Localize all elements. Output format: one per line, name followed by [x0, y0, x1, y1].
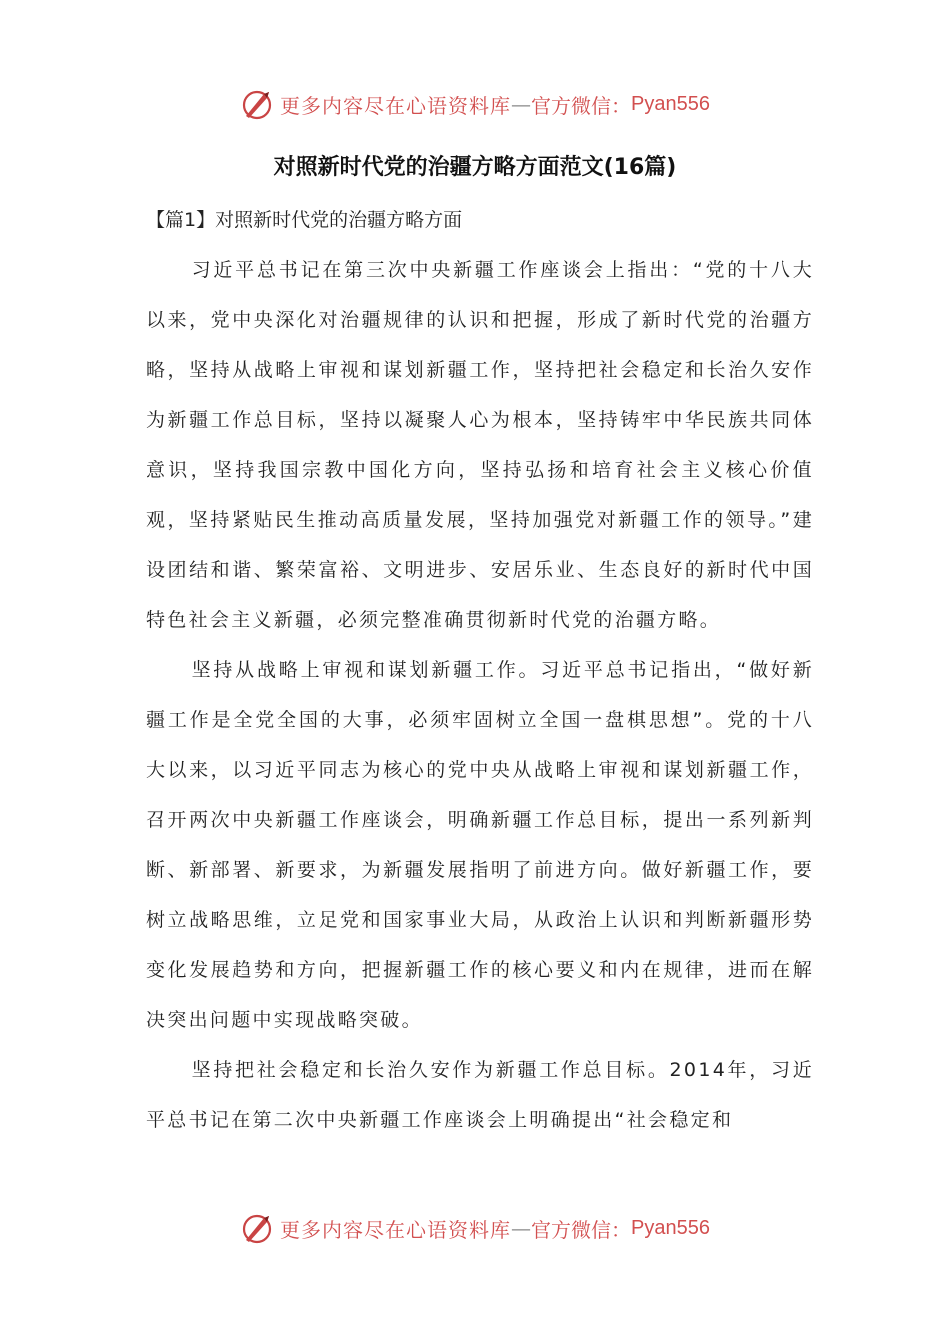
document-title: 对照新时代党的治疆方略方面范文(16篇)	[273, 155, 677, 180]
banner-wechat-id: Pyan556	[631, 92, 710, 115]
banner-wechat-id: Pyan556	[631, 1216, 710, 1239]
banner-separator: —	[511, 92, 532, 116]
pen-logo-icon	[240, 86, 276, 122]
pen-logo-icon	[240, 1210, 276, 1246]
section-heading: 【篇1】对照新时代党的治疆方略方面	[146, 209, 463, 231]
banner-wechat-label: 官方微信：	[531, 93, 632, 118]
paragraph: 坚持把社会稳定和长治久安作为新疆工作总目标。2014年，习近平总书记在第二次中央新疆工作座谈会上明确提出“社会稳定和	[146, 1059, 814, 1131]
banner-separator: —	[511, 1216, 532, 1240]
paragraph: 习近平总书记在第三次中央新疆工作座谈会上指出：“党的十八大以来，党中央深化对治疆规律的认识和把握，形成了新时代党的治疆方略，坚持从战略上审视和谋划新疆工作，坚持把社会稳定和长治久安作为新疆工作总目标，坚持以凝聚人心为根本，坚持铸牢中华民族共同体意识，坚持我国宗教中国化方向，坚持弘扬和培育社会主义核心价值观，坚持紧贴民生推动高质量发展，坚持加强党对新疆工作的领导。”建设团结和谐、繁荣富裕、文明进步、安居乐业、生态良好的新时代中国特色社会主义新疆，必须完整准确贯彻新时代党的治疆方略。	[146, 259, 814, 631]
paragraph: 坚持从战略上审视和谋划新疆工作。习近平总书记指出，“做好新疆工作是全党全国的大事，必须牢固树立全国一盘棋思想”。党的十八大以来，以习近平同志为核心的党中央从战略上审视和谋划新疆工作，召开两次中央新疆工作座谈会，明确新疆工作总目标，提出一系列新判断、新部署、新要求，为新疆发展指明了前进方向。做好新疆工作，要树立战略思维，立足党和国家事业大局，从政治上认识和判断新疆形势变化发展趋势和方向，把握新疆工作的核心要义和内在规律，进而在解决突出问题中实现战略突破。	[146, 659, 814, 1031]
header-banner	[0, 84, 950, 124]
footer-banner	[0, 1208, 950, 1248]
banner-text: 更多内容尽在心语资料库	[280, 93, 512, 118]
banner-wechat-label: 官方微信：	[531, 1217, 632, 1242]
body-content	[146, 245, 814, 1145]
banner-text: 更多内容尽在心语资料库	[280, 1217, 512, 1242]
